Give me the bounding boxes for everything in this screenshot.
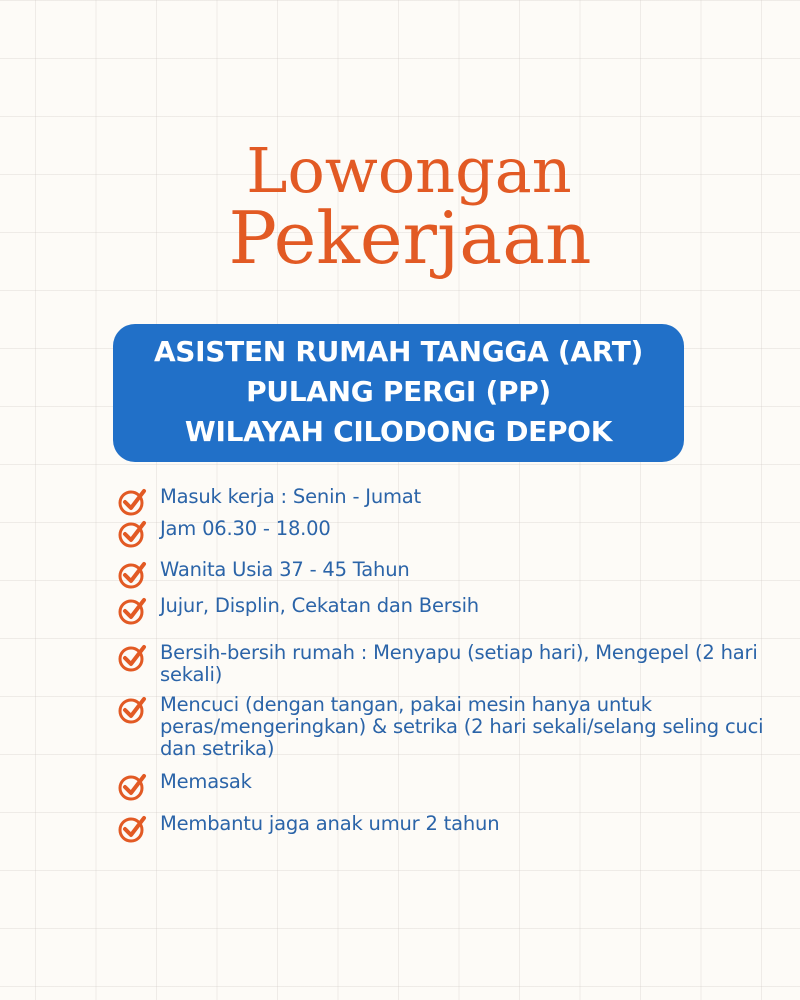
requirement-text: Memasak — [160, 770, 252, 793]
requirement-text: Bersih-bersih rumah : Menyapu (setiap hari), Mengepel (2 hari sekali) — [160, 641, 758, 686]
check-circle-icon — [118, 643, 148, 673]
list-item — [118, 813, 778, 845]
requirement-text: Masuk kerja : Senin - Jumat — [160, 485, 421, 508]
job-position-banner — [113, 324, 684, 462]
requirement-text: Jam 06.30 - 18.00 — [160, 517, 331, 540]
requirements-list — [118, 486, 778, 845]
list-item — [118, 642, 778, 694]
title-line-pekerjaan: Pekerjaan — [228, 196, 592, 280]
check-circle-icon — [118, 519, 148, 549]
requirement-text: Wanita Usia 37 - 45 Tahun — [160, 558, 410, 581]
requirement-text: Jujur, Displin, Cekatan dan Bersih — [160, 594, 479, 617]
requirement-text: Membantu jaga anak umur 2 tahun — [160, 812, 500, 835]
list-item — [118, 518, 778, 559]
banner-line-type: PULANG PERGI (PP) — [246, 375, 551, 408]
check-circle-icon — [118, 814, 148, 844]
banner-line-location: WILAYAH CILODONG DEPOK — [184, 415, 613, 448]
page-title — [0, 134, 800, 280]
list-item — [118, 771, 778, 813]
list-item — [118, 486, 778, 518]
check-circle-icon — [118, 695, 148, 725]
list-item — [118, 595, 778, 642]
title-line-lowongan: Lowongan — [246, 134, 572, 207]
check-circle-icon — [118, 487, 148, 517]
check-circle-icon — [118, 560, 148, 590]
check-circle-icon — [118, 596, 148, 626]
banner-line-position: ASISTEN RUMAH TANGGA (ART) — [153, 335, 644, 368]
list-item — [118, 694, 778, 771]
check-circle-icon — [118, 772, 148, 802]
requirement-text: Mencuci (dengan tangan, pakai mesin hanya untuk peras/mengeringkan) & setrika (2 hari sekali/selang seling cuci dan setrika) — [160, 693, 764, 760]
list-item — [118, 559, 778, 595]
